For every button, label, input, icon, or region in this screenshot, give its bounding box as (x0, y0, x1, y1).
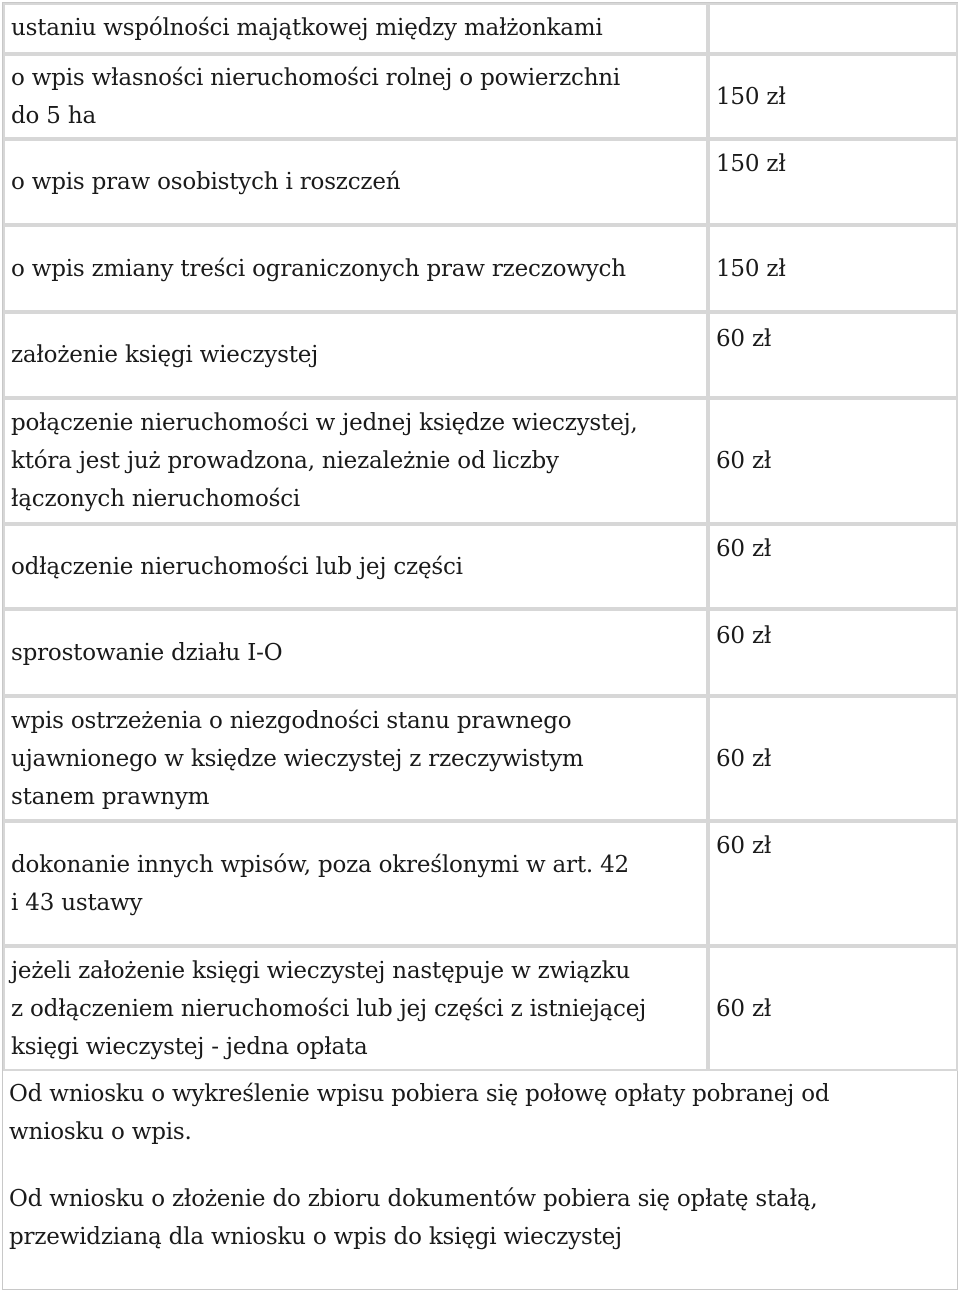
fee-desc-line: ujawnionego w księdze wieczystej z rzeczywistym (11, 745, 584, 772)
fee-desc-text (11, 404, 638, 518)
fee-desc-line: odłączenie nieruchomości lub jej części (11, 553, 463, 580)
fee-desc-line: jeżeli założenie księgi wieczystej następuje w związku (11, 957, 631, 984)
fee-desc-cell (3, 139, 708, 225)
fee-desc-cell (3, 524, 708, 609)
fee-desc-text (11, 634, 282, 672)
fee-price-cell (708, 139, 958, 225)
fee-desc-line: stanem prawnym (11, 783, 210, 810)
fee-price-text: 150 zł (716, 83, 786, 110)
fee-desc-line: połączenie nieruchomości w jednej księdze wieczystej, (11, 410, 638, 436)
fee-price-cell (708, 312, 958, 398)
fee-price-text: 60 zł (716, 448, 772, 474)
fee-desc-line: wpis ostrzeżenia o niezgodności stanu prawnego (11, 707, 572, 734)
fee-desc-text (11, 250, 626, 288)
fee-price-text: 150 zł (716, 151, 786, 177)
fee-desc-line: założenie księgi wieczystej (11, 342, 319, 368)
fee-price-cell (708, 609, 958, 696)
fee-price-cell (708, 3, 958, 54)
fee-desc-cell (3, 609, 708, 696)
fee-desc-text (11, 59, 620, 135)
fee-desc-line: sprostowanie działu I-O (11, 639, 283, 666)
fee-desc-cell (3, 821, 708, 946)
note-paragraph (3, 1180, 955, 1256)
fee-desc-text (11, 548, 463, 586)
fee-desc-line: o wpis praw osobistych i roszczeń (11, 169, 401, 195)
fee-price-text: 60 zł (716, 833, 772, 859)
fee-price-text: 60 zł (716, 326, 772, 352)
fee-price-text: 60 zł (716, 536, 772, 562)
fee-desc-cell (3, 225, 708, 312)
fee-price-cell (708, 696, 958, 821)
fee-price-cell (708, 524, 958, 609)
fee-price-text: 60 zł (716, 745, 772, 772)
fee-desc-cell (3, 696, 708, 821)
note-paragraph (3, 1075, 955, 1151)
fee-desc-text (11, 336, 318, 374)
fee-desc-line: o wpis własności nieruchomości rolnej o powierzchni (11, 64, 621, 91)
fee-desc-line: i 43 ustawy (11, 889, 143, 916)
fee-desc-cell (3, 312, 708, 398)
fee-desc-text (11, 702, 584, 816)
fee-desc-line: dokonanie innych wpisów, poza określonymi w art. 42 (11, 851, 629, 878)
fee-desc-text (11, 9, 603, 47)
note-line: przewidzianą dla wniosku o wpis do księgi wieczystej (9, 1224, 622, 1250)
fee-desc-line: księgi wieczystej - jedna opłata (11, 1033, 368, 1060)
note-line: wniosku o wpis. (9, 1119, 192, 1145)
fee-desc-cell (3, 3, 708, 54)
fee-desc-line: łączonych nieruchomości (11, 486, 301, 512)
note-line: Od wniosku o złożenie do zbioru dokumentów pobiera się opłatę stałą, (9, 1186, 818, 1212)
fee-desc-text (11, 952, 646, 1066)
fee-price-cell (708, 946, 958, 1071)
fee-price-text: 60 zł (716, 995, 772, 1022)
fee-price-text: 150 zł (716, 255, 786, 282)
fee-desc-cell (3, 54, 708, 139)
note-line: Od wniosku o wykreślenie wpisu pobiera się połowę opłaty pobranej od (9, 1081, 830, 1107)
fee-price-text: 60 zł (716, 623, 772, 649)
fee-desc-line: ustaniu wspólności majątkowej między małżonkami (11, 15, 603, 41)
fee-desc-cell (3, 398, 708, 524)
fee-price-cell (708, 821, 958, 946)
fee-price-cell (708, 398, 958, 524)
fee-desc-text (11, 163, 400, 201)
fee-desc-line: która jest już prowadzona, niezależnie od liczby (11, 448, 559, 474)
fee-desc-line: do 5 ha (11, 102, 96, 129)
fee-desc-text (11, 846, 629, 922)
fee-price-cell (708, 225, 958, 312)
fee-desc-line: z odłączeniem nieruchomości lub jej części z istniejącej (11, 995, 647, 1022)
fee-price-cell (708, 54, 958, 139)
fee-desc-cell (3, 946, 708, 1071)
fee-desc-line: o wpis zmiany treści ograniczonych praw rzeczowych (11, 255, 626, 282)
